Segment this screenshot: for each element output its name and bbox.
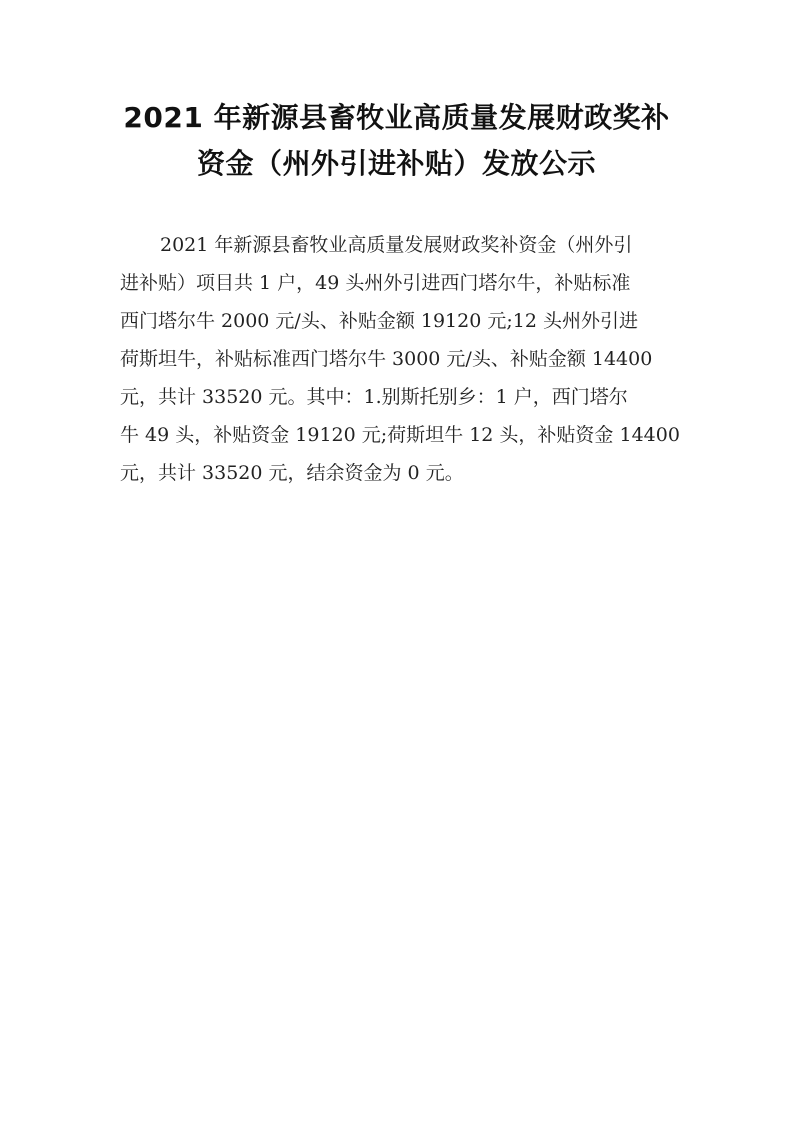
body-line-2: 进补贴）项目共 1 户，49 头州外引进西门塔尔牛，补贴标准 [120,272,631,294]
document-body [120,226,685,492]
body-line-7: 元，共计 33520 元，结余资金为 0 元。 [120,462,464,484]
document-title-line-2: 资金（州外引进补贴）发放公示 [196,147,596,180]
body-line-5: 元，共计 33520 元。其中：1.别斯托别乡：1 户，西门塔尔 [120,386,628,408]
body-line-4: 荷斯坦牛，补贴标准西门塔尔牛 3000 元/头、补贴金额 14400 [120,348,653,370]
body-line-1: 2021 年新源县畜牧业高质量发展财政奖补资金（州外引 [160,234,633,256]
body-line-3: 西门塔尔牛 2000 元/头、补贴金额 19120 元;12 头州外引进 [120,310,638,332]
body-line-6: 牛 49 头，补贴资金 19120 元;荷斯坦牛 12 头，补贴资金 14400 [120,424,680,446]
document-title-line-1: 2021 年新源县畜牧业高质量发展财政奖补 [123,101,670,134]
